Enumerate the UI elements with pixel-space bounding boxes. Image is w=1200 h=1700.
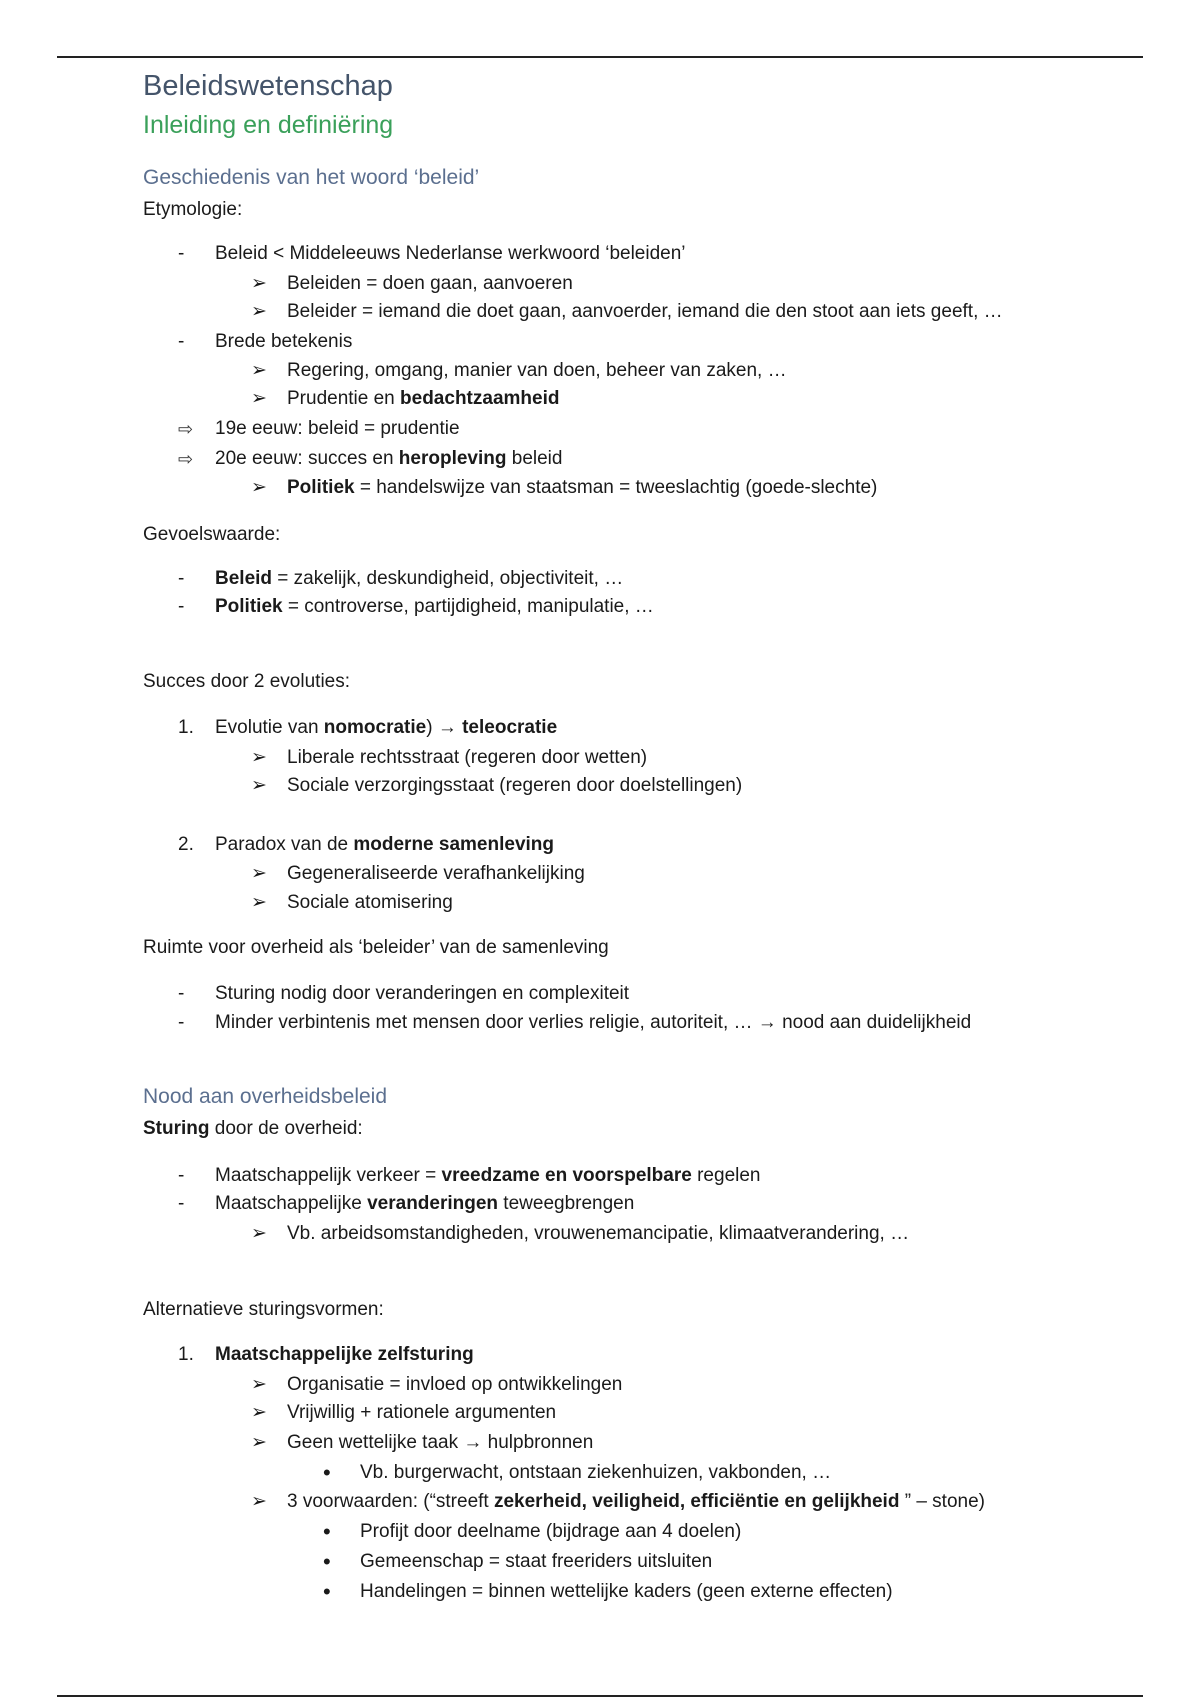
list-item: 19e eeuw: beleid = prudentie bbox=[215, 418, 460, 439]
dash-marker bbox=[178, 595, 184, 619]
arrowhead-bullet-icon bbox=[251, 1401, 267, 1425]
list-item: Beleiden = doen gaan, aanvoeren bbox=[287, 273, 573, 294]
arrowhead-bullet-icon bbox=[251, 746, 267, 770]
dash-marker bbox=[178, 1011, 184, 1035]
gevoelswaarde-label: Gevoelswaarde: bbox=[143, 524, 281, 545]
dash-marker bbox=[178, 567, 184, 591]
arrowhead-bullet-icon bbox=[251, 1431, 267, 1455]
list-item: Maatschappelijk verkeer = vreedzame en voorspelbare regelen bbox=[215, 1165, 761, 1186]
list-item: Profijt door deelname (bijdrage aan 4 doelen) bbox=[360, 1521, 742, 1542]
round-bullet-icon bbox=[323, 1520, 331, 1546]
section-heading-geschiedenis: Geschiedenis van het woord ‘beleid’ bbox=[143, 166, 480, 189]
list-item: Vb. burgerwacht, ontstaan ziekenhuizen, vakbonden, … bbox=[360, 1462, 832, 1483]
list-item: Sociale verzorgingsstaat (regeren door doelstellingen) bbox=[287, 775, 743, 796]
arrowhead-bullet-icon bbox=[251, 387, 267, 411]
arrowhead-bullet-icon bbox=[251, 476, 267, 500]
alternatieve-label: Alternatieve sturingsvormen: bbox=[143, 1299, 384, 1320]
dash-marker bbox=[178, 330, 184, 354]
succes-label: Succes door 2 evoluties: bbox=[143, 671, 351, 692]
list-item: Prudentie en bedachtzaamheid bbox=[287, 388, 560, 409]
list-item: Vrijwillig + rationele argumenten bbox=[287, 1402, 557, 1423]
dash-marker bbox=[178, 242, 184, 266]
double-arrow-icon bbox=[178, 417, 193, 442]
round-bullet-icon bbox=[323, 1550, 331, 1576]
list-item: 20e eeuw: succes en heropleving beleid bbox=[215, 448, 563, 469]
round-bullet-icon bbox=[323, 1461, 331, 1487]
list-item: Handelingen = binnen wettelijke kaders (geen externe effecten) bbox=[360, 1581, 893, 1602]
dash-marker bbox=[178, 982, 184, 1006]
list-item: Organisatie = invloed op ontwikkelingen bbox=[287, 1374, 623, 1395]
arrowhead-bullet-icon bbox=[251, 891, 267, 915]
list-item: Gegeneraliseerde verafhankelijking bbox=[287, 863, 585, 884]
document-title: Beleidswetenschap bbox=[143, 70, 393, 102]
list-item: Maatschappelijke veranderingen teweegbrengen bbox=[215, 1193, 635, 1214]
arrowhead-bullet-icon bbox=[251, 359, 267, 383]
arrowhead-bullet-icon bbox=[251, 1490, 267, 1514]
arrowhead-bullet-icon bbox=[251, 300, 267, 324]
list-item: Brede betekenis bbox=[215, 331, 353, 352]
list-number: 2. bbox=[178, 834, 194, 855]
arrowhead-bullet-icon bbox=[251, 272, 267, 296]
list-item: Politiek = handelswijze van staatsman = tweeslachtig (goede-slechte) bbox=[287, 477, 878, 498]
list-item: Minder verbintenis met mensen door verlies religie, autoriteit, … → nood aan duidelijkheid bbox=[215, 1012, 972, 1033]
double-arrow-icon bbox=[178, 447, 193, 472]
list-item: 3 voorwaarden: (“streeft zekerheid, veiligheid, efficiëntie en gelijkheid ” – stone) bbox=[287, 1491, 985, 1512]
top-rule bbox=[57, 56, 1143, 58]
list-item: Regering, omgang, manier van doen, beheer van zaken, … bbox=[287, 360, 787, 381]
section-heading-nood: Nood aan overheidsbeleid bbox=[143, 1085, 388, 1108]
list-item: Geen wettelijke taak → hulpbronnen bbox=[287, 1432, 594, 1453]
list-item: Sociale atomisering bbox=[287, 892, 453, 913]
list-item: Gemeenschap = staat freeriders uitsluiten bbox=[360, 1551, 713, 1572]
arrowhead-bullet-icon bbox=[251, 862, 267, 886]
list-item: Evolutie van nomocratie) → teleocratie bbox=[215, 717, 558, 738]
document-subtitle: Inleiding en definiëring bbox=[143, 111, 394, 139]
ruimte-label: Ruimte voor overheid als ‘beleider’ van de samenleving bbox=[143, 937, 609, 958]
list-item: Maatschappelijke zelfsturing bbox=[215, 1344, 474, 1365]
dash-marker bbox=[178, 1164, 184, 1188]
arrowhead-bullet-icon bbox=[251, 774, 267, 798]
etymologie-label: Etymologie: bbox=[143, 199, 243, 220]
list-item: Politiek = controverse, partijdigheid, manipulatie, … bbox=[215, 596, 654, 617]
list-item: Beleid < Middeleeuws Nederlanse werkwoord ‘beleiden’ bbox=[215, 243, 686, 264]
list-item: Beleid = zakelijk, deskundigheid, objectiviteit, … bbox=[215, 568, 624, 589]
list-number: 1. bbox=[178, 717, 194, 738]
arrowhead-bullet-icon bbox=[251, 1222, 267, 1246]
sturing-label: Sturing door de overheid: bbox=[143, 1118, 363, 1139]
round-bullet-icon bbox=[323, 1580, 331, 1606]
list-number: 1. bbox=[178, 1344, 194, 1365]
list-item: Vb. arbeidsomstandigheden, vrouwenemancipatie, klimaatverandering, … bbox=[287, 1223, 910, 1244]
list-item: Paradox van de moderne samenleving bbox=[215, 834, 554, 855]
list-item: Sturing nodig door veranderingen en complexiteit bbox=[215, 983, 630, 1004]
dash-marker bbox=[178, 1192, 184, 1216]
arrowhead-bullet-icon bbox=[251, 1373, 267, 1397]
bottom-rule bbox=[57, 1695, 1143, 1697]
list-item: Beleider = iemand die doet gaan, aanvoerder, iemand die den stoot aan iets geeft, … bbox=[287, 301, 1003, 322]
list-item: Liberale rechtsstraat (regeren door wetten) bbox=[287, 747, 648, 768]
